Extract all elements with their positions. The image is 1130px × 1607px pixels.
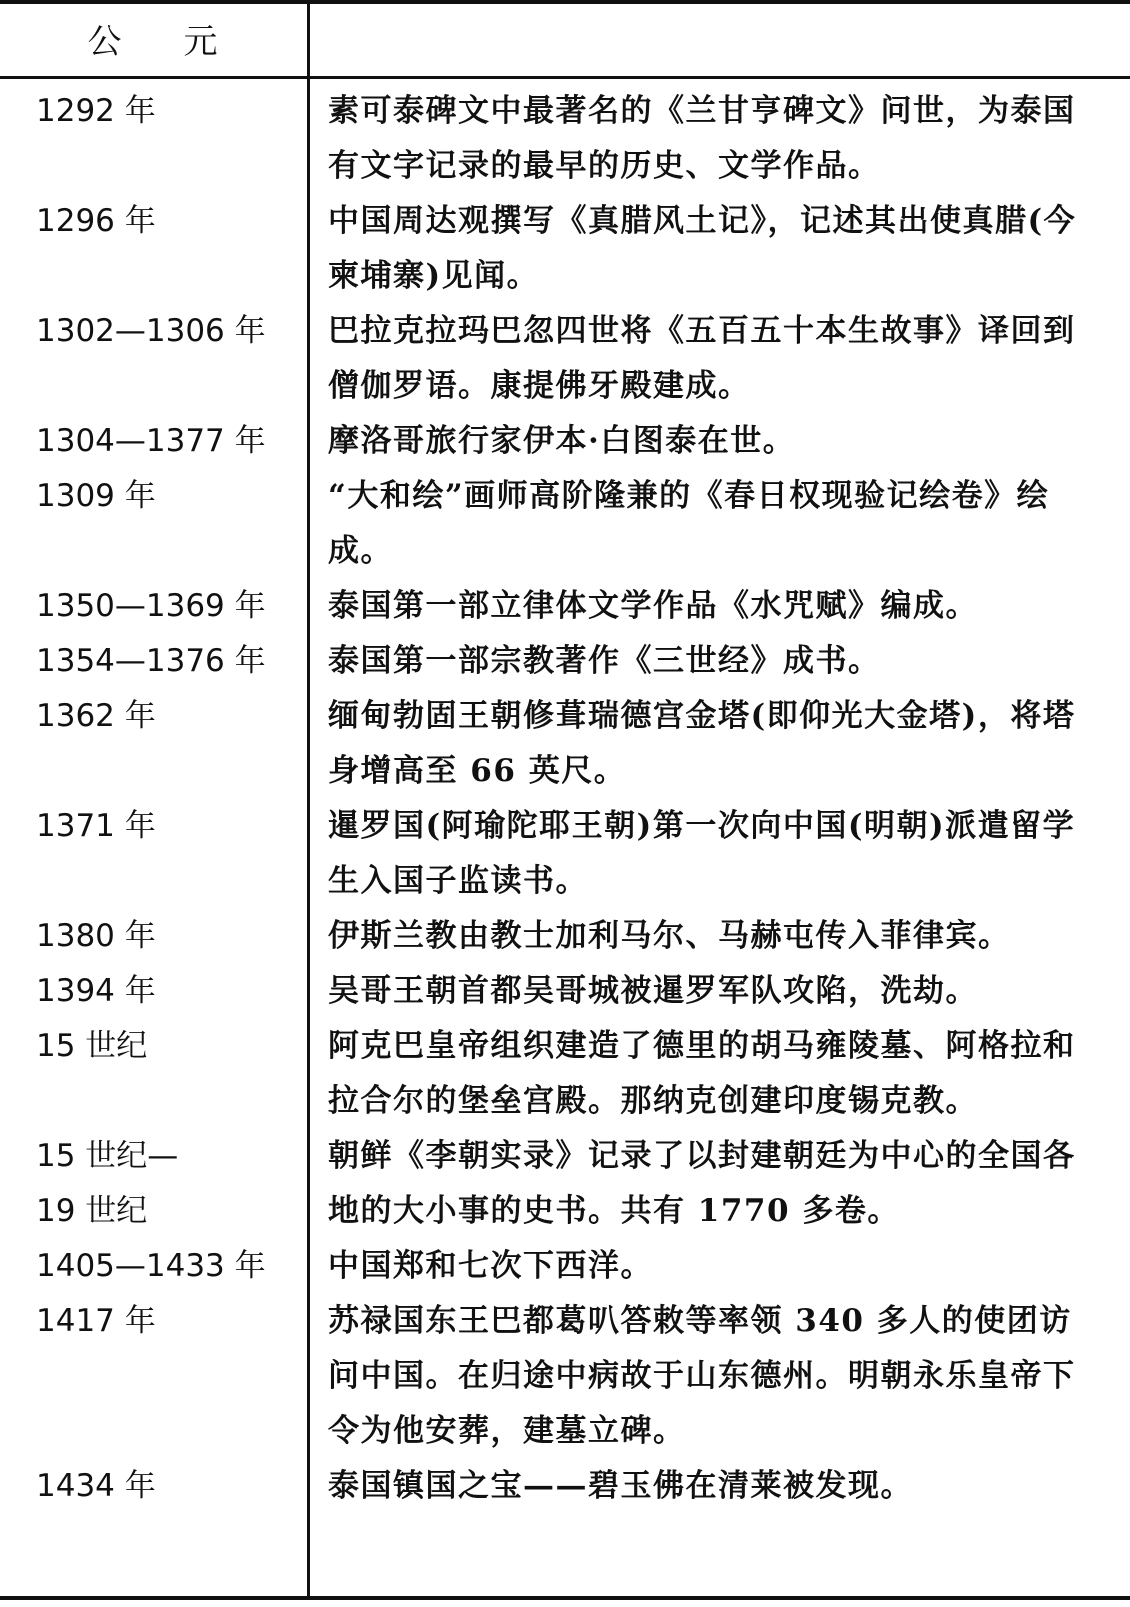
table-top-rule — [0, 0, 1130, 4]
row-text: 缅甸勃固王朝修葺瑞德宫金塔(即仰光大金塔)，将塔身增高至 66 英尺。 — [328, 698, 1076, 789]
table-row — [0, 1129, 1130, 1239]
table-row — [0, 579, 1130, 634]
table-row — [0, 304, 1130, 414]
row-text: 苏禄国东王巴都葛叭答敕等率领 340 多人的使团访问中国。在归途中病故于山东德州。明朝永乐皇帝下令为他安葬，建墓立碑。 — [328, 1303, 1076, 1449]
row-year: 1302—1306 年 — [36, 313, 266, 349]
row-text: 阿克巴皇帝组织建造了德里的胡马雍陵墓、阿格拉和拉合尔的堡垒宫殿。那纳克创建印度锡克教。 — [328, 1028, 1076, 1119]
table-row — [0, 1459, 1130, 1514]
table-row — [0, 84, 1130, 194]
row-year: 1292 年 — [36, 93, 156, 129]
row-text: 吴哥王朝首都吴哥城被暹罗军队攻陷，洗劫。 — [328, 973, 978, 1009]
row-year: 1304—1377 年 — [36, 423, 266, 459]
row-text: 暹罗国(阿瑜陀耶王朝)第一次向中国(明朝)派遣留学生入国子监读书。 — [328, 808, 1076, 899]
row-year: 15 世纪— 19 世纪 — [36, 1138, 179, 1229]
row-year: 1380 年 — [36, 918, 156, 954]
table-row — [0, 689, 1130, 799]
row-year: 1362 年 — [36, 698, 156, 734]
row-text: “大和绘”画师高阶隆兼的《春日权现验记绘卷》绘成。 — [328, 478, 1050, 569]
row-year: 1350—1369 年 — [36, 588, 266, 624]
row-year: 1434 年 — [36, 1468, 156, 1504]
row-text: 巴拉克拉玛巴忽四世将《五百五十本生故事》译回到僧伽罗语。康提佛牙殿建成。 — [328, 313, 1076, 404]
row-text: 中国周达观撰写《真腊风土记》，记述其出使真腊(今柬埔寨)见闻。 — [328, 203, 1077, 294]
table-bottom-rule — [0, 1596, 1130, 1600]
row-text: 中国郑和七次下西洋。 — [328, 1248, 653, 1284]
table-row — [0, 909, 1130, 964]
row-year: 1371 年 — [36, 808, 156, 844]
row-year: 1354—1376 年 — [36, 643, 266, 679]
row-year: 1394 年 — [36, 973, 156, 1009]
row-text: 泰国第一部立律体文学作品《水咒赋》编成。 — [328, 588, 978, 624]
row-year: 1417 年 — [36, 1303, 156, 1339]
header-year-column — [0, 14, 307, 63]
header-char-2: 元 — [183, 22, 220, 62]
table-row — [0, 469, 1130, 579]
row-year: 1309 年 — [36, 478, 156, 514]
row-text: 朝鲜《李朝实录》记录了以封建朝廷为中心的全国各地的大小事的史书。共有 1770 多卷。 — [328, 1138, 1076, 1229]
table-row — [0, 799, 1130, 909]
table-row — [0, 634, 1130, 689]
row-text: 泰国镇国之宝——碧玉佛在清莱被发现。 — [328, 1468, 913, 1504]
row-text: 摩洛哥旅行家伊本·白图泰在世。 — [328, 423, 796, 459]
row-text: 素可泰碑文中最著名的《兰甘亨碑文》问世，为泰国有文字记录的最早的历史、文学作品。 — [328, 93, 1076, 184]
table-row — [0, 194, 1130, 304]
row-year: 15 世纪 — [36, 1028, 148, 1064]
table-row — [0, 1019, 1130, 1129]
table-row — [0, 1294, 1130, 1459]
header-rule — [0, 76, 1130, 79]
header-char-1: 公 — [87, 22, 124, 62]
table-row — [0, 1239, 1130, 1294]
row-year: 1405—1433 年 — [36, 1248, 266, 1284]
row-year: 1296 年 — [36, 203, 156, 239]
entries — [0, 84, 1130, 1514]
row-text: 伊斯兰教由教士加利马尔、马赫屯传入菲律宾。 — [328, 918, 1011, 954]
row-text: 泰国第一部宗教著作《三世经》成书。 — [328, 643, 881, 679]
table-row — [0, 414, 1130, 469]
table-row — [0, 964, 1130, 1019]
